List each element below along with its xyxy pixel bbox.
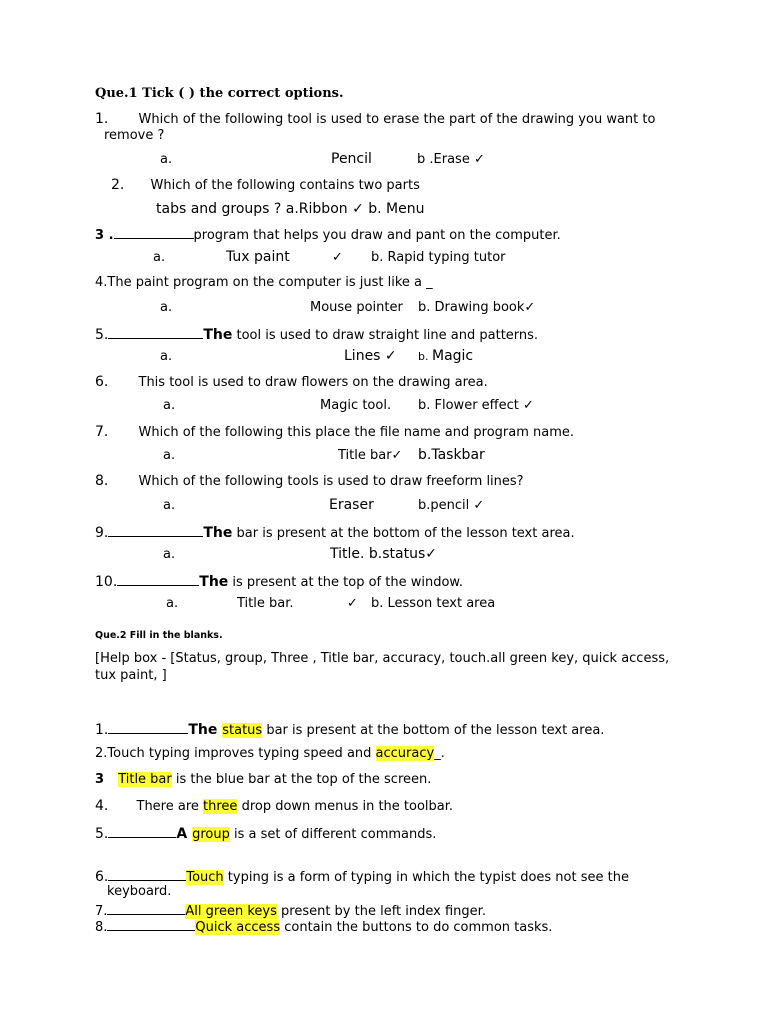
q1-item-4-option-a-label: a. <box>160 300 173 315</box>
q1-item-3 <box>95 225 561 244</box>
q2-item-2-text: _. <box>434 746 445 761</box>
q2-item-1 <box>95 720 604 739</box>
q1-item-2 <box>111 177 420 194</box>
q2-item-3-answer: Title bar <box>118 772 172 787</box>
q2-item-6 <box>95 867 629 886</box>
q1-item-1-question-cont: remove ? <box>104 128 165 143</box>
q1-item-6-option-a: Magic tool. <box>320 398 392 413</box>
blank-line <box>107 901 185 915</box>
q2-item-5-pre: A <box>176 826 193 842</box>
q1-item-9-question: bar is present at the bottom of the lesson text area. <box>232 526 575 541</box>
q1-item-10 <box>95 572 463 591</box>
q1-item-7-question: Which of the following this place the file name and program name. <box>138 425 574 440</box>
q1-item-1-number: 1. <box>95 111 109 127</box>
q1-item-5-option-a-label: a. <box>160 349 173 364</box>
q1-item-9-number: 9. <box>95 525 109 541</box>
q2-item-6-text: typing is a form of typing in which the typist does not see the <box>223 870 629 885</box>
blank-line <box>117 572 199 586</box>
q2-item-6-cont: keyboard. <box>107 884 172 899</box>
q1-item-10-option-b: b. Lesson text area <box>371 596 496 611</box>
q1-item-5-question: tool is used to draw straight line and patterns. <box>232 328 539 343</box>
q1-item-10-number: 10. <box>95 574 118 590</box>
q1-item-5-number: 5. <box>95 327 109 343</box>
q1-item-9-option-a: Title. b.status✓ <box>330 546 437 562</box>
q2-help-box: [Help box - [Status, group, Three , Title bar, accuracy, touch.all green key, quick access, <box>95 651 670 666</box>
q1-item-8-question: Which of the following tools is used to draw freeform lines? <box>138 474 524 489</box>
q2-item-5 <box>95 824 436 843</box>
q1-item-8-option-a: Eraser <box>329 497 374 513</box>
q1-item-7-option-b: b.Taskbar <box>418 447 485 463</box>
q2-item-5-number: 5. <box>95 826 109 842</box>
q1-item-7 <box>95 424 574 441</box>
q1-item-6-option-b: b. Flower effect ✓ <box>418 398 534 413</box>
q2-item-4-number: 4. <box>95 798 109 814</box>
q2-item-6-number: 6. <box>95 869 109 885</box>
q2-help-box-cont: tux paint, ] <box>95 668 167 683</box>
q1-item-8 <box>95 473 524 490</box>
blank-line <box>107 917 195 931</box>
blank-line <box>108 325 203 339</box>
q2-item-7-text: present by the left index finger. <box>276 904 486 919</box>
q1-item-6-number: 6. <box>95 374 109 390</box>
q1-item-10-option-a: Title bar. <box>237 596 294 611</box>
q1-item-8-option-a-label: a. <box>163 498 176 513</box>
q2-item-2-answer: accuracy <box>375 746 435 761</box>
q1-item-7-option-a: Title bar✓ <box>338 448 403 463</box>
blank-line <box>108 867 186 881</box>
blank-line <box>108 824 176 838</box>
q2-heading: Que.2 Fill in the blanks. <box>95 630 223 641</box>
q1-item-5-option-b-label: b. <box>418 350 429 363</box>
q2-item-8-answer: Quick access <box>195 920 281 935</box>
q2-item-3-number: 3 <box>95 772 105 787</box>
q1-item-5-the: The <box>203 327 233 343</box>
q2-item-4 <box>95 798 453 815</box>
q1-item-5-option-b: Magic <box>432 348 474 364</box>
q1-item-5 <box>95 325 538 344</box>
q2-item-8 <box>95 917 552 936</box>
q2-item-7-number: 7. <box>95 904 108 919</box>
blank-line <box>114 225 194 239</box>
blank-line <box>108 523 203 537</box>
q1-item-3-number: 3 . <box>95 228 114 243</box>
q2-item-2-pre: 2.Touch typing improves typing speed and <box>95 746 376 761</box>
q2-item-8-text: contain the buttons to do common tasks. <box>280 920 553 935</box>
q1-item-2-number: 2. <box>111 177 125 193</box>
q2-item-1-text: bar is present at the bottom of the lesson text area. <box>262 723 605 738</box>
q2-item-1-pre: The <box>188 722 223 738</box>
q1-item-10-tick: ✓ <box>347 596 358 611</box>
q1-item-1 <box>95 111 655 128</box>
q1-item-7-option-a-label: a. <box>163 448 176 463</box>
q2-item-5-text: is a set of different commands. <box>229 827 437 842</box>
q2-item-3-text: is the blue bar at the top of the screen. <box>171 772 432 787</box>
q2-item-3 <box>95 772 431 788</box>
blank-line <box>108 720 188 734</box>
q1-item-3-option-a: Tux paint <box>226 249 290 265</box>
q2-item-4-text: drop down menus in the toolbar. <box>237 799 454 814</box>
q1-item-6-option-a-label: a. <box>163 398 176 413</box>
q1-item-10-question: is present at the top of the window. <box>228 575 463 590</box>
q2-item-4-pre: There are <box>136 799 204 814</box>
q2-item-4-answer: three <box>203 799 238 814</box>
q1-item-1-option-a: Pencil <box>331 151 372 167</box>
q1-item-1-option-b: b .Erase ✓ <box>417 152 485 167</box>
q1-item-8-number: 8. <box>95 473 109 489</box>
q1-item-6-question: This tool is used to draw flowers on the drawing area. <box>138 375 488 390</box>
q1-heading: Que.1 Tick ( ) the correct options. <box>95 86 344 101</box>
q1-item-10-the: The <box>199 574 229 590</box>
q1-item-2-question-cont: tabs and groups ? a.Ribbon ✓ b. Menu <box>156 201 425 217</box>
q2-item-6-answer: Touch <box>186 870 224 885</box>
q1-item-6 <box>95 374 488 391</box>
q2-item-2 <box>95 746 445 762</box>
q1-item-9-option-a-label: a. <box>163 547 176 562</box>
q1-item-9-the: The <box>203 525 233 541</box>
q1-item-9 <box>95 523 575 542</box>
q1-item-7-number: 7. <box>95 424 109 440</box>
q1-item-1-option-a-label: a. <box>160 152 173 167</box>
q1-item-4-option-a: Mouse pointer <box>310 300 403 315</box>
q1-item-3-option-a-label: a. <box>153 250 166 265</box>
q1-item-3-tick: ✓ <box>332 250 343 265</box>
q1-item-5-option-a: Lines ✓ <box>344 348 397 364</box>
q1-item-4-option-b: b. Drawing book✓ <box>418 300 536 315</box>
q2-item-7-answer: All green keys <box>185 904 277 919</box>
q2-item-1-answer: status <box>222 723 263 738</box>
q1-item-3-question: program that helps you draw and pant on the computer. <box>193 228 561 243</box>
q1-item-3-option-b: b. Rapid typing tutor <box>371 250 506 265</box>
q1-item-1-question: Which of the following tool is used to erase the part of the drawing you want to <box>138 112 656 127</box>
q2-item-1-number: 1. <box>95 722 109 738</box>
q1-item-4-question: 4.The paint program on the computer is just like a _ <box>95 275 433 290</box>
q1-item-2-question: Which of the following contains two parts <box>150 178 420 193</box>
q1-item-8-option-b: b.pencil ✓ <box>418 498 485 513</box>
q2-item-8-number: 8. <box>95 920 108 935</box>
q1-item-10-option-a-label: a. <box>166 596 179 611</box>
q2-item-5-answer: group <box>192 827 230 842</box>
